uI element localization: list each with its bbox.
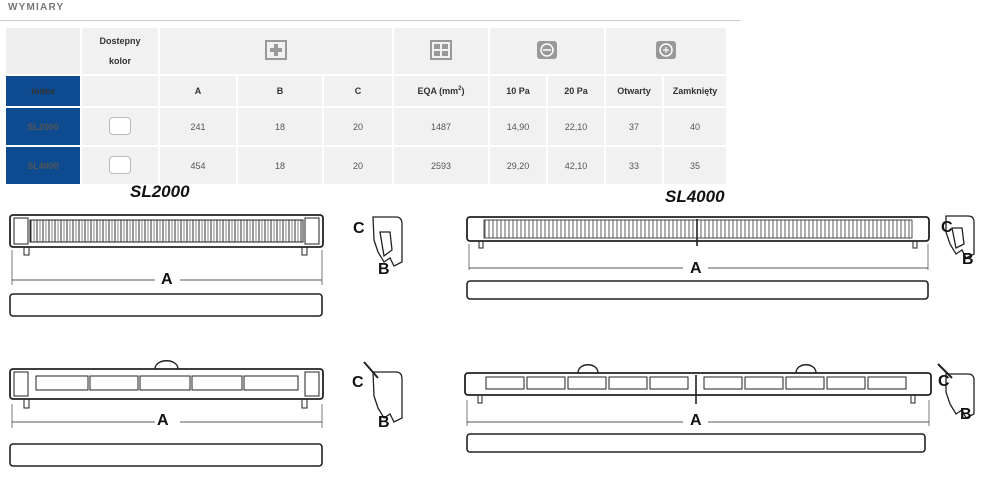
- cell-c: 20: [324, 108, 392, 145]
- dim-a-label: A: [690, 412, 702, 429]
- section-title: WYMIARY: [8, 2, 65, 13]
- dim-c-label: C: [938, 373, 950, 390]
- side-profile-drawings: [364, 216, 974, 422]
- dim-c-label: C: [941, 219, 953, 236]
- cell-10pa: 29,20: [490, 147, 546, 184]
- sl2000-front-drawing: [10, 215, 323, 316]
- dim-a-label: A: [157, 412, 169, 429]
- cell-20pa: 22,10: [548, 108, 604, 145]
- cell-open: 33: [606, 147, 662, 184]
- header-eqa: EQA $(mm^2)$: [394, 76, 488, 106]
- cell-a: 454: [160, 147, 236, 184]
- model-label-sl2000: SL2000: [130, 182, 190, 201]
- header-index: index: [6, 76, 80, 106]
- header-c: C: [324, 76, 392, 106]
- header-10pa: 10 Pa: [490, 76, 546, 106]
- sl4000-closed-drawing: [465, 365, 931, 452]
- dim-c-label: C: [352, 374, 364, 391]
- row-index: SL4000: [6, 147, 80, 184]
- sl4000-front-drawing: [467, 217, 929, 299]
- cell-closed: 35: [664, 147, 726, 184]
- cell-c: 20: [324, 147, 392, 184]
- color-header-line2: kolor: [108, 56, 131, 66]
- header-closed: Zamknięty: [664, 76, 726, 106]
- cell-eqa: 2593: [394, 147, 488, 184]
- dim-b-label: B: [962, 251, 974, 268]
- dim-b-label: B: [378, 261, 390, 278]
- cell-eqa: 1487: [394, 108, 488, 145]
- cell-b: 18: [238, 108, 322, 145]
- header-b: B: [238, 76, 322, 106]
- row-index: SL2000: [6, 108, 80, 145]
- dim-a-label: A: [161, 271, 173, 288]
- cell-20pa: 42,10: [548, 147, 604, 184]
- header-open: Otwarty: [606, 76, 662, 106]
- cell-10pa: 14,90: [490, 108, 546, 145]
- header-a: A: [160, 76, 236, 106]
- dim-c-label: C: [353, 220, 365, 237]
- cell-open: 37: [606, 108, 662, 145]
- model-label-sl4000: SL4000: [665, 187, 725, 206]
- dim-b-label: B: [378, 414, 390, 431]
- color-header-line1: Dostepny: [99, 36, 141, 46]
- cell-closed: 40: [664, 108, 726, 145]
- dim-a-label: A: [690, 260, 702, 277]
- cell-b: 18: [238, 147, 322, 184]
- cell-a: 241: [160, 108, 236, 145]
- header-20pa: 20 Pa: [548, 76, 604, 106]
- dim-b-label: B: [960, 406, 972, 423]
